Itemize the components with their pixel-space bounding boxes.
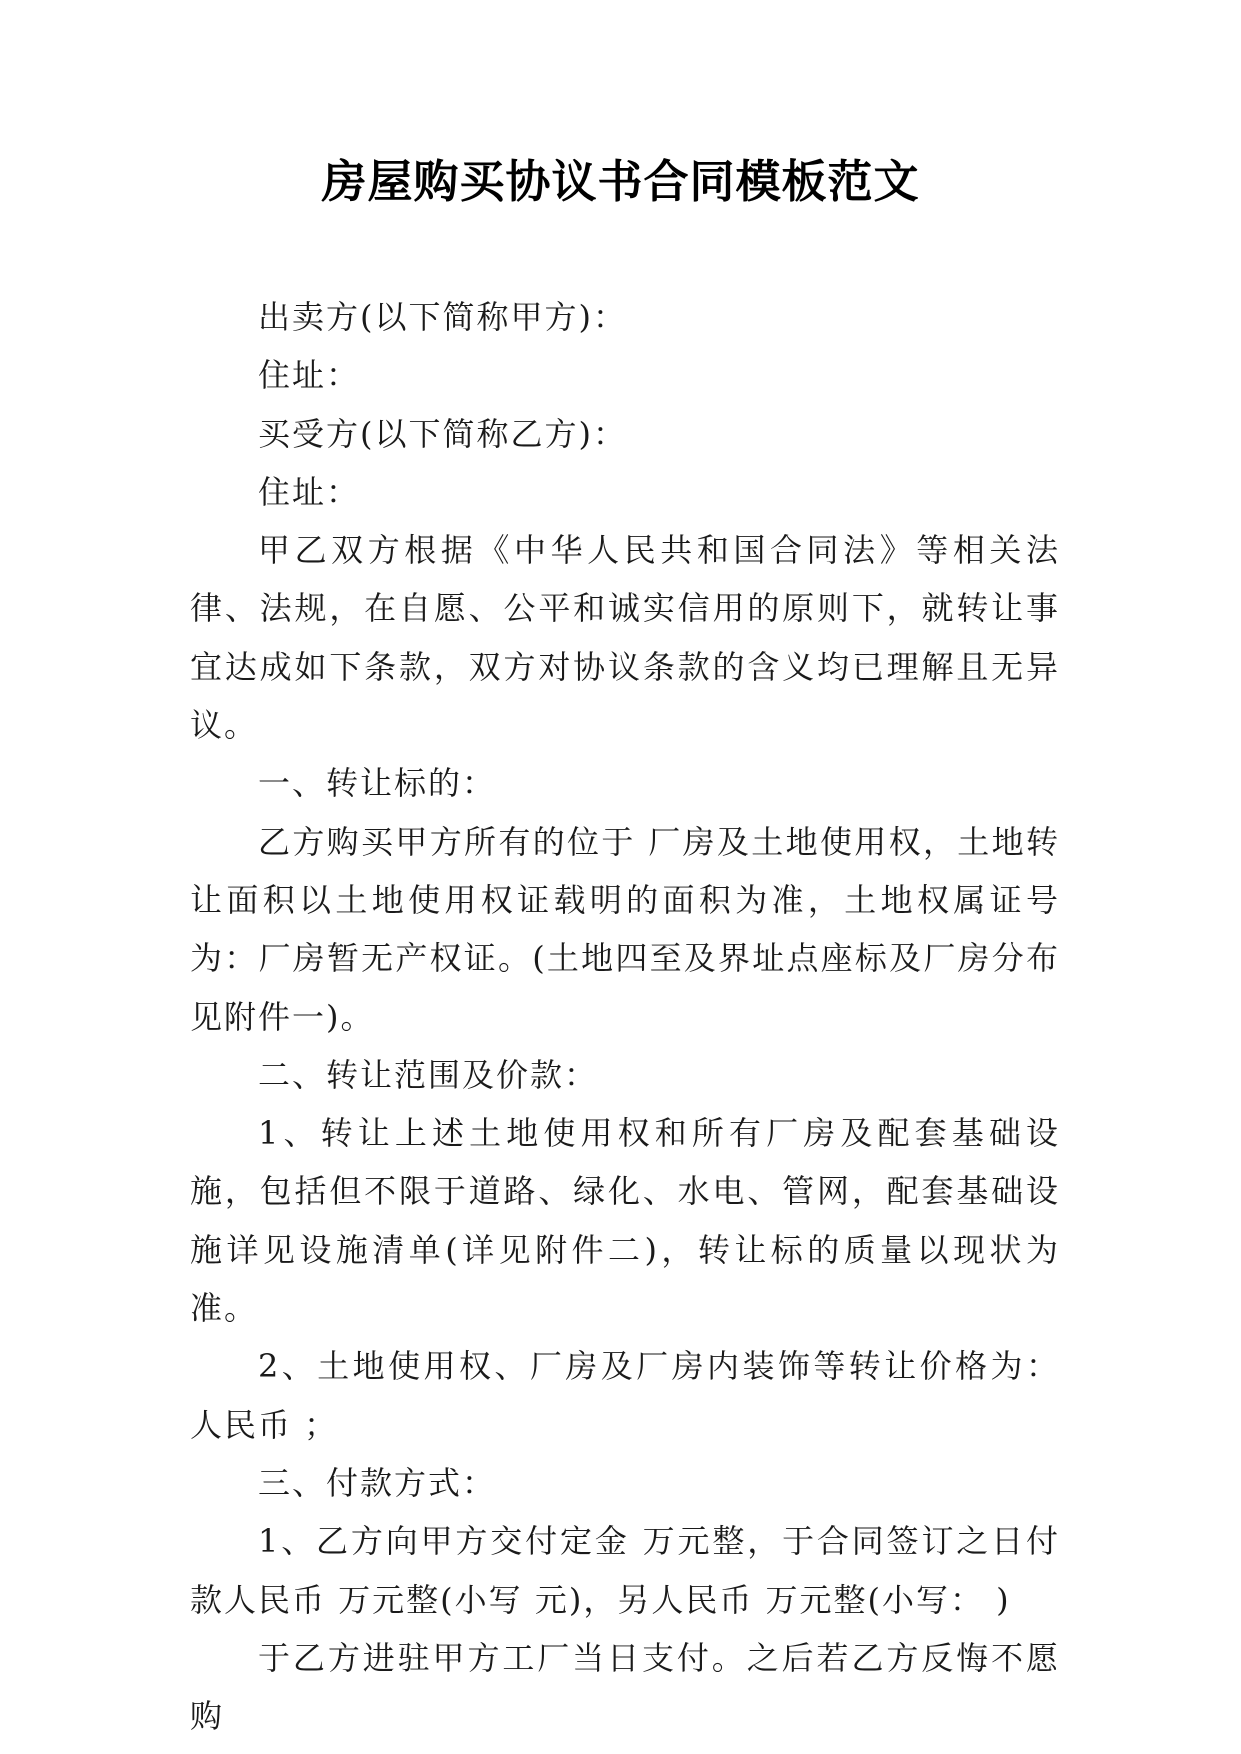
section-heading-scope-price: 二、转让范围及价款：: [258, 1055, 599, 1094]
section-heading-subject: 一、转让标的：: [258, 764, 497, 803]
seller-address-line: 住址：: [258, 356, 361, 395]
subject-paragraph: 乙方购买甲方所有的位于 厂房及土地使用权，土地转让面积以土地使用权证载明的面积为准，土地权属证号为：厂房暂无产权证。(土地四至及界址点座标及厂房分布见附件一)。: [190, 822, 1060, 1036]
buyer-address-line: 住址：: [258, 472, 361, 511]
scope-item-1: 1、转让上述土地使用权和所有厂房及配套基础设施，包括但不限于道路、绿化、水电、管网，配套基础设施详见设施清单(详见附件二)，转让标的质量以现状为准。: [190, 1114, 1060, 1328]
payment-continuation: 于乙方进驻甲方工厂当日支付。之后若乙方反悔不愿购: [190, 1638, 1060, 1736]
buyer-line: 买受方(以下简称乙方)：: [258, 414, 627, 453]
preamble-paragraph: 甲乙双方根据《中华人民共和国合同法》等相关法律、法规，在自愿、公平和诚实信用的原则下，就转让事宜达成如下条款，双方对协议条款的含义均已理解且无异议。: [190, 531, 1060, 745]
document-title: 房屋购买协议书合同模板范文: [321, 155, 920, 208]
scope-item-2: 2、土地使用权、厂房及厂房内装饰等转让价格为：人民币 ；: [190, 1347, 1060, 1444]
document-body: [190, 288, 1060, 1745]
seller-line: 出卖方(以下简称甲方)：: [258, 298, 627, 336]
payment-item-1: 1、乙方向甲方交付定金 万元整，于合同签订之日付款人民币 万元整(小写 元)，另人民币 万元整(小写： ): [190, 1522, 1060, 1619]
section-heading-payment: 三、付款方式：: [258, 1463, 497, 1502]
